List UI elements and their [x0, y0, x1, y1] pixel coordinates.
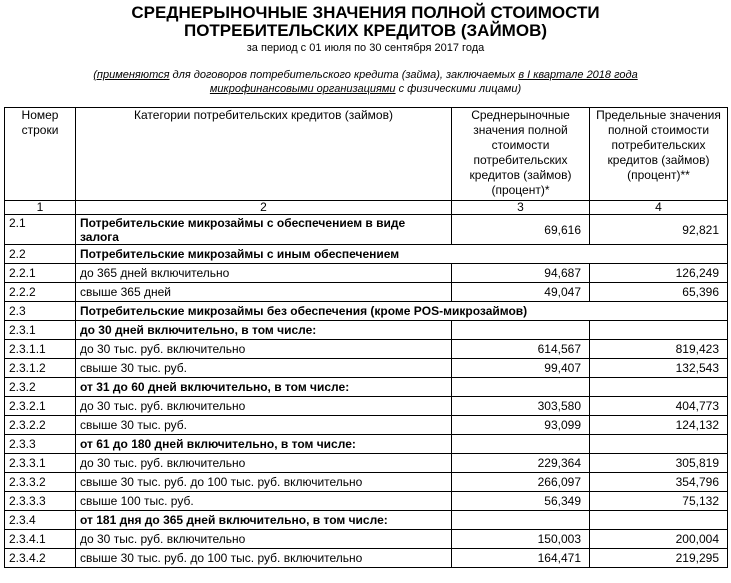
- row-maximum: 75,132: [590, 492, 728, 511]
- table-row: [5, 492, 728, 511]
- row-category: до 365 дней включительно: [76, 264, 452, 283]
- row-code: 2.3.2.2: [5, 416, 76, 435]
- note-text-2: с физическими лицами): [395, 83, 522, 95]
- row-average: 229,364: [452, 454, 590, 473]
- row-maximum: 819,423: [590, 340, 728, 359]
- row-code: 2.3.1: [5, 321, 76, 340]
- row-category: свыше 100 тыс. руб.: [76, 492, 452, 511]
- col-header-row-number: Номер строки: [5, 108, 76, 201]
- table-row: [5, 302, 728, 321]
- row-category: Потребительские микрозаймы с обеспечением в виде залога: [76, 215, 452, 245]
- row-code: 2.3.2.1: [5, 397, 76, 416]
- note-underlined-1: (применяются: [93, 69, 170, 81]
- row-maximum: [590, 435, 728, 454]
- table-column-numbers-row: [5, 201, 728, 215]
- row-code: 2.3.3: [5, 435, 76, 454]
- row-category: свыше 365 дней: [76, 283, 452, 302]
- row-maximum: 65,396: [590, 283, 728, 302]
- table-row: [5, 264, 728, 283]
- period-subtitle: за период с 01 июля по 30 сентября 2017 года: [246, 42, 485, 54]
- row-average: 94,687: [452, 264, 590, 283]
- note-underlined-2: в I квартале 2018 года: [518, 69, 638, 81]
- page-title-line2: ПОТРЕБИТЕЛЬСКИХ КРЕДИТОВ (ЗАЙМОВ): [183, 21, 548, 40]
- table-row: [5, 397, 728, 416]
- row-category: свыше 30 тыс. руб.: [76, 416, 452, 435]
- table-row: [5, 416, 728, 435]
- row-category: свыше 30 тыс. руб. до 100 тыс. руб. включительно: [76, 473, 452, 492]
- row-average: 99,407: [452, 359, 590, 378]
- col-number-3: 3: [452, 201, 590, 215]
- row-category: до 30 тыс. руб. включительно: [76, 340, 452, 359]
- row-category: до 30 тыс. руб. включительно: [76, 530, 452, 549]
- row-average: 150,003: [452, 530, 590, 549]
- table-header-row: [5, 108, 728, 201]
- table-row: [5, 321, 728, 340]
- row-average: 266,097: [452, 473, 590, 492]
- row-average: 93,099: [452, 416, 590, 435]
- note-line1: [0, 68, 731, 82]
- col-number-1: 1: [5, 201, 76, 215]
- row-average: [452, 378, 590, 397]
- row-code: 2.3.2: [5, 378, 76, 397]
- row-category: Потребительские микрозаймы без обеспечения (кроме POS-микрозаймов): [76, 302, 728, 321]
- row-category: до 30 тыс. руб. включительно: [76, 397, 452, 416]
- row-code: 2.3: [5, 302, 76, 321]
- row-maximum: 124,132: [590, 416, 728, 435]
- table-row: [5, 473, 728, 492]
- row-code: 2.2: [5, 245, 76, 264]
- table-row: [5, 283, 728, 302]
- row-maximum: 92,821: [590, 215, 728, 245]
- row-maximum: [590, 321, 728, 340]
- col-header-category: Категории потребительских кредитов (займов): [76, 108, 452, 201]
- row-code: 2.2.2: [5, 283, 76, 302]
- table-row: [5, 215, 728, 245]
- page-title-line1: СРЕДНЕРЫНОЧНЫЕ ЗНАЧЕНИЯ ПОЛНОЙ СТОИМОСТИ: [131, 3, 600, 22]
- row-category: до 30 тыс. руб. включительно: [76, 454, 452, 473]
- row-code: 2.3.3.3: [5, 492, 76, 511]
- row-average: 49,047: [452, 283, 590, 302]
- row-code: 2.3.3.1: [5, 454, 76, 473]
- col-number-2: 2: [76, 201, 452, 215]
- row-average: [452, 321, 590, 340]
- row-maximum: 404,773: [590, 397, 728, 416]
- table-row: [5, 340, 728, 359]
- row-average: 164,471: [452, 549, 590, 568]
- table-row: [5, 549, 728, 568]
- row-category: от 31 до 60 дней включительно, в том числе:: [76, 378, 452, 397]
- table-row: [5, 359, 728, 378]
- applicability-note: [0, 68, 731, 96]
- row-category: до 30 дней включительно, в том числе:: [76, 321, 452, 340]
- row-maximum: 219,295: [590, 549, 728, 568]
- row-code: 2.3.4.2: [5, 549, 76, 568]
- row-category: свыше 30 тыс. руб.: [76, 359, 452, 378]
- table-row: [5, 245, 728, 264]
- rates-table: [4, 107, 728, 568]
- col-header-average: Среднерыночные значения полной стоимости потребительских кредитов (займов) (процент)*: [452, 108, 590, 201]
- row-average: [452, 435, 590, 454]
- row-maximum: 126,249: [590, 264, 728, 283]
- row-maximum: 305,819: [590, 454, 728, 473]
- col-number-4: 4: [590, 201, 728, 215]
- row-category: от 61 до 180 дней включительно, в том числе:: [76, 435, 452, 454]
- row-maximum: 200,004: [590, 530, 728, 549]
- table-row: [5, 530, 728, 549]
- row-code: 2.2.1: [5, 264, 76, 283]
- table-row: [5, 511, 728, 530]
- row-code: 2.1: [5, 215, 76, 245]
- row-category: Потребительские микрозаймы с иным обеспечением: [76, 245, 728, 264]
- table-row: [5, 454, 728, 473]
- row-code: 2.3.3.2: [5, 473, 76, 492]
- row-code: 2.3.1.1: [5, 340, 76, 359]
- row-average: 69,616: [452, 215, 590, 245]
- note-text-1: для договоров потребительского кредита (займа), заключаемых: [169, 69, 519, 81]
- row-code: 2.3.4: [5, 511, 76, 530]
- row-category: свыше 30 тыс. руб. до 100 тыс. руб. включительно: [76, 549, 452, 568]
- table-row: [5, 378, 728, 397]
- note-underlined-3: микрофинансовыми организациями: [209, 83, 396, 95]
- note-line2: [0, 82, 731, 96]
- row-category: от 181 дня до 365 дней включительно, в том числе:: [76, 511, 452, 530]
- col-header-maximum: Предельные значения полной стоимости потребительских кредитов (займов) (процент)**: [590, 108, 728, 201]
- row-maximum: 354,796: [590, 473, 728, 492]
- table-row: [5, 435, 728, 454]
- row-average: 303,580: [452, 397, 590, 416]
- row-code: 2.3.1.2: [5, 359, 76, 378]
- row-maximum: [590, 511, 728, 530]
- row-average: 614,567: [452, 340, 590, 359]
- row-maximum: [590, 378, 728, 397]
- row-maximum: 132,543: [590, 359, 728, 378]
- row-average: [452, 511, 590, 530]
- row-average: 56,349: [452, 492, 590, 511]
- row-code: 2.3.4.1: [5, 530, 76, 549]
